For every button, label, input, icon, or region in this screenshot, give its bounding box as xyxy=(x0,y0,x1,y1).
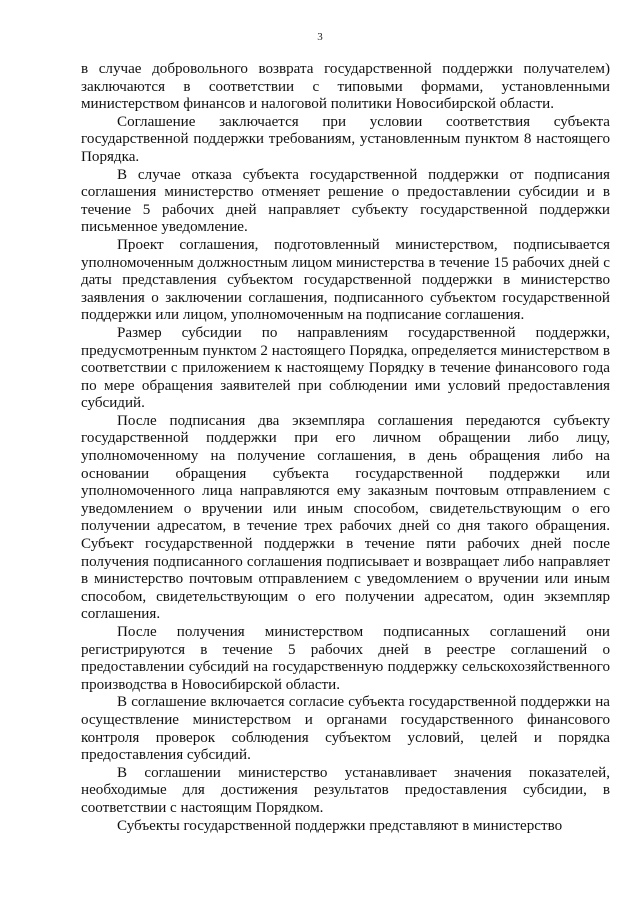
document-body xyxy=(81,61,610,835)
paragraph: После получения министерством подписанных соглашений они регистрируются в течение 5 рабочих дней в реестре соглашений о предоставлении субсидий на государственную поддержку сельскохозяйственного производства в Новосибирской области. xyxy=(81,624,610,693)
paragraph: Соглашение заключается при условии соответствия субъекта государственной поддержки требованиям, установленным пунктом 8 настоящего Порядка. xyxy=(81,113,610,165)
paragraph: После подписания два экземпляра соглашения передаются субъекту государственной поддержки при его личном обращении либо лицу, уполномоченному на получение соглашения, в день обращения либо на основании обращения субъекта государственной поддержки или уполномоченного лица направляются ему заказным почтовым отправлением с уведомлением о вручении или иным способом, свидетельствующим о его получении адресатом, в течение трех рабочих дней со дня такого обращения. Субъект государственной поддержки в течение пяти рабочих дней после получения подписанного соглашения подписывает и возвращает либо направляет в министерство почтовым отправлением с уведомлением о вручении или иным способом, свидетельствующим о его получении адресатом, один экземпляр соглашения. xyxy=(81,412,610,623)
paragraph: В соглашении министерство устанавливает значения показателей, необходимые для достижения результатов предоставления субсидии, в соответствии с настоящим Порядком. xyxy=(81,764,610,816)
paragraph: Субъекты государственной поддержки представляют в министерство xyxy=(117,817,563,834)
paragraph: Размер субсидии по направлениям государственной поддержки, предусмотренным пунктом 2 настоящего Порядка, определяется министерством в соответствии с приложением к настоящему Порядку в течение финансового года по мере обращения заявителей при соблюдении ими условий предоставления субсидий. xyxy=(81,324,611,412)
paragraph: В случае отказа субъекта государственной поддержки от подписания соглашения министерство отменяет решение о предоставлении субсидии и в течение 5 рабочих дней направляет субъекту государственной поддержки письменное уведомление. xyxy=(81,166,610,236)
paragraph: В соглашение включается согласие субъекта государственной поддержки на осуществление министерством и органами государственного финансового контроля проверок соблюдения субъектом условий, целей и порядка предоставления субсидий. xyxy=(81,694,610,764)
page-number: 3 xyxy=(317,31,323,43)
paragraph: в случае добровольного возврата государственной поддержки получателем) заключаются в соответствии с типовыми формами, установленными министерством финансов и налоговой политики Новосибирской области. xyxy=(81,61,610,113)
paragraph: Проект соглашения, подготовленный министерством, подписывается уполномоченным должностным лицом министерства в течение 15 рабочих дней с даты представления субъектом государственной поддержки в министерство заявления о заключении соглашения, подписанного субъектом государственной поддержки или лицом, уполномоченным на подписание соглашения. xyxy=(81,236,610,324)
